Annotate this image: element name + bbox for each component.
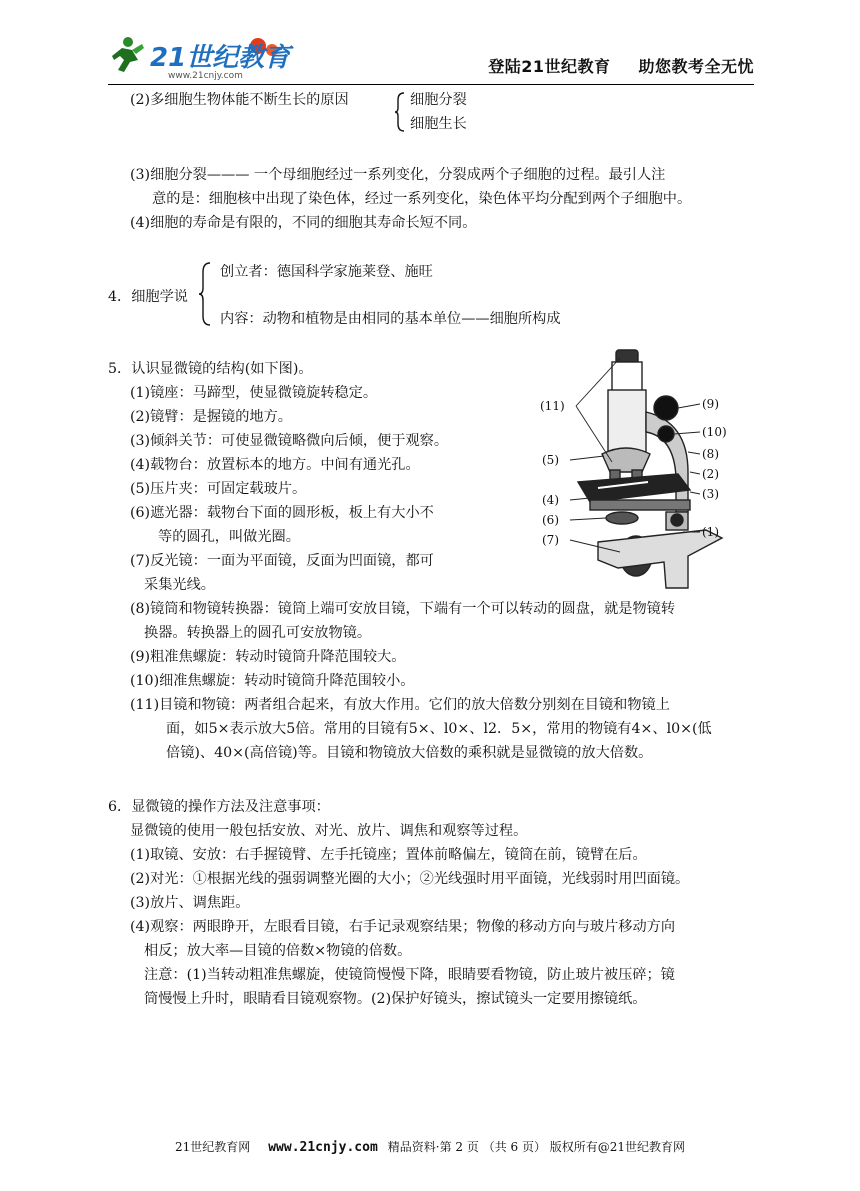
figure-label: (8) [702, 447, 719, 461]
list-item: (5)压片夹：可固定载玻片。 [130, 481, 307, 497]
list-item: 倍镜)、40×(高倍镜)等。目镜和物镜放大倍数的乘积就是显微镜的放大倍数。 [166, 745, 653, 761]
figure-label: (11) [540, 399, 565, 413]
list-item: 面，如5×表示放大5倍。常用的目镜有5×、l0×、l2．5×，常用的物镜有4×、l0×(低 [166, 721, 712, 737]
list-item: (1)镜座：马蹄型，使显微镜旋转稳定。 [130, 385, 378, 401]
header-slogan [460, 54, 754, 77]
paragraph-line: (4)细胞的寿命是有限的，不同的细胞其寿命长短不同。 [130, 215, 477, 231]
growth-reason-item: 细胞分裂 [410, 92, 467, 108]
list-item: (10)细准焦螺旋：转动时镜筒升降范围较小。 [130, 673, 415, 689]
list-item: 换器。转换器上的圆孔可安放物镜。 [144, 625, 372, 641]
paragraph-line: 相反；放大率—目镜的倍数×物镜的倍数。 [144, 943, 412, 959]
list-item: (4)载物台：放置标本的地方。中间有通光孔。 [130, 457, 420, 473]
slogan-right: 助您教考全无忧 [638, 57, 754, 76]
list-item: (6)遮光器：载物台下面的圆形板，板上有大小不 [130, 505, 434, 521]
figure-label: (7) [542, 533, 559, 547]
list-item: (2)镜臂：是握镜的地方。 [130, 409, 292, 425]
svg-text:21世纪教育: 21世纪教育 [150, 43, 291, 73]
brace-icon [394, 92, 406, 132]
figure-label: (9) [702, 397, 719, 411]
footer-site: 21世纪教育网 [174, 1140, 251, 1154]
list-item: 等的圆孔，叫做光圈。 [158, 529, 300, 545]
figure-label: (1) [702, 525, 719, 539]
logo [108, 28, 308, 84]
running-figure-icon [112, 37, 144, 72]
figure-label: (4) [542, 493, 559, 507]
list-item: (3)倾斜关节：可使显微镜略微向后倾，便于观察。 [130, 433, 449, 449]
paragraph-line: 筒慢慢上升时，眼睛看目镜观察物。(2)保护好镜头，擦试镜头一定要用擦镜纸。 [144, 991, 647, 1007]
header-rule [108, 84, 754, 85]
figure-label: (6) [542, 513, 559, 527]
growth-reason-label: (2)多细胞生物体能不断生长的原因 [130, 92, 349, 108]
microscope-diagram [538, 342, 750, 592]
footer-url[interactable]: www.21cnjy.com [268, 1140, 378, 1155]
list-item: (8)镜筒和物镜转换器：镜筒上端可安放目镜，下端有一个可以转动的圆盘，就是物镜转 [130, 601, 676, 617]
page-footer [0, 1138, 860, 1155]
figure-label: (3) [702, 487, 719, 501]
paragraph-line: (3)细胞分裂——— 一个母细胞经过一系列变化，分裂成两个子细胞的过程。最引人注 [130, 167, 666, 183]
figure-label: (2) [702, 467, 719, 481]
svg-text:www.21cnjy.com: www.21cnjy.com [168, 71, 243, 81]
paragraph-line: (4)观察：两眼睁开，左眼看目镜，右手记录观察结果；物像的移动方向与玻片移动方向 [130, 919, 676, 935]
page-header [108, 28, 754, 84]
brace-icon [198, 262, 212, 326]
figure-label: (5) [542, 453, 559, 467]
cell-theory-item: 创立者：德国科学家施莱登、施旺 [220, 264, 433, 280]
section-heading: 5．认识显微镜的结构(如下图)。 [108, 361, 313, 377]
paragraph-line: (2)对光：①根据光线的强弱调整光圈的大小；②光线强时用平面镜，光线弱时用凹面镜。 [130, 871, 690, 887]
slogan-left: 登陆21世纪教育 [488, 57, 611, 76]
list-item: (11)目镜和物镜：两者组合起来，有放大作用。它们的放大倍数分别刻在目镜和物镜上 [130, 697, 670, 713]
cell-theory-item: 内容：动物和植物是由相同的基本单位——细胞所构成 [220, 311, 561, 327]
list-item: 采集光线。 [144, 577, 215, 593]
paragraph-line: 注意：(1)当转动粗准焦螺旋，使镜筒慢慢下降，眼睛要看物镜，防止玻片被压碎；镜 [144, 967, 675, 983]
paragraph-line: 意的是：细胞核中出现了染色体，经过一系列变化，染色体平均分配到两个子细胞中。 [152, 191, 692, 207]
list-item: (7)反光镜：一面为平面镜，反面为凹面镜，都可 [130, 553, 434, 569]
list-item: (9)粗准焦螺旋：转动时镜筒升降范围较大。 [130, 649, 406, 665]
growth-reason-item: 细胞生长 [410, 116, 467, 132]
paragraph-line: 显微镜的使用一般包括安放、对光、放片、调焦和观察等过程。 [130, 823, 528, 839]
paragraph-line: (1)取镜、安放：右手握镜臂、左手托镜座；置体前略偏左，镜筒在前，镜臂在后。 [130, 847, 647, 863]
paragraph-line: (3)放片、调焦距。 [130, 895, 250, 911]
figure-label: (10) [702, 425, 727, 439]
section-heading: 4．细胞学说 [108, 289, 188, 305]
section-heading: 6．显微镜的操作方法及注意事项： [108, 799, 330, 815]
footer-info: 精品资料·第 2 页 （共 6 页） 版权所有@21世纪教育网 [387, 1140, 686, 1154]
